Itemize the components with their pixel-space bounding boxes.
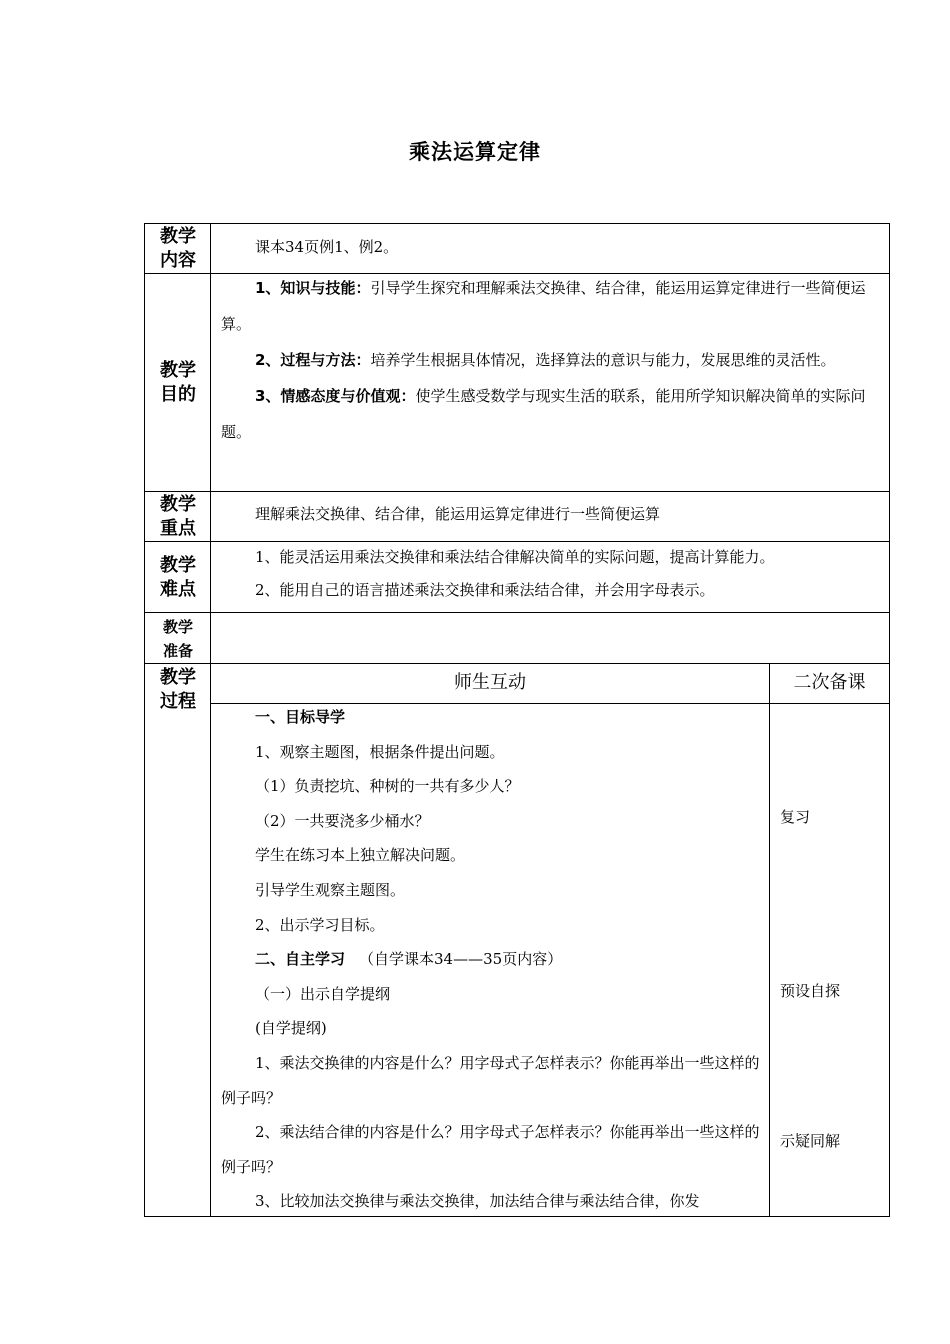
prep-note: 复习 [780,808,811,826]
table-border-left [144,223,145,1217]
goal-item [221,270,869,342]
goal-item [221,378,869,450]
column-header-interaction: 师生互动 [454,672,526,693]
row-label-process: 教学 过程 [160,667,196,712]
goal-body: 引导学生探究和理解乘法交换律、结合律，能运用运算定律进行一些简便运算。 [221,279,866,333]
goals-block [221,270,869,450]
key-text: 理解乘法交换律、结合律，能运用运算定律进行一些简便运算 [255,505,661,523]
process-line: 学生在练习本上独立解决问题。 [255,846,466,865]
process-line: （1）负责挖坑、种树的一共有多少人？ [255,777,520,796]
content-text: 课本34页例1、例2。 [255,238,399,256]
process-content [221,700,761,1219]
row-divider [144,612,890,613]
outline-question: 2、乘法结合律的内容是什么？用字母式子怎样表示？你能再举出一些这样的例子吗？ [221,1123,760,1176]
goal-item [221,342,869,378]
process-line: 引导学生观察主题图。 [255,880,406,899]
document-title: 乘法运算定律 [409,140,541,164]
row-divider [144,541,890,542]
row-divider [144,491,890,492]
row-label-difficult: 教学 难点 [160,555,196,600]
process-line: (自学提纲) [255,1019,327,1038]
goal-body: 使学生感受数学与现实生活的联系，能用所学知识解决简单的实际问题。 [221,387,866,441]
column-header-notes: 二次备课 [793,672,866,693]
row-divider [144,663,890,664]
notes-column-divider [769,663,770,1217]
goal-heading: 1、知识与技能： [255,279,371,297]
label-column-divider [210,223,211,1217]
difficult-line: 2、能用自己的语言描述乘法交换律和乘法结合律，并会用字母表示。 [255,581,715,599]
section-heading: 一、目标导学 [255,708,346,726]
process-line: 2、出示学习目标。 [255,915,385,934]
section-note: （自学课本34——35页内容） [359,950,563,969]
goal-heading: 3、情感态度与价值观： [255,387,416,405]
prep-note: 预设自探 [780,982,841,1000]
goal-heading: 2、过程与方法： [255,351,371,369]
outline-question: 1、乘法交换律的内容是什么？用字母式子怎样表示？你能再举出一些这样的例子吗？ [221,1053,760,1107]
outline-question: 3、比较加法交换律与乘法交换律，加法结合律与乘法结合律，你发 [255,1192,700,1211]
table-border-right [889,223,890,1217]
row-label-content: 教学 内容 [160,226,196,271]
process-line: （2）一共要浇多少桶水？ [255,811,430,830]
section-heading: 二、自主学习 [255,950,346,969]
process-line: （一）出示自学提纲 [255,984,391,1003]
goal-body: 培养学生根据具体情况，选择算法的意识与能力，发展思维的灵活性。 [370,351,836,369]
row-label-key: 教学 重点 [160,494,196,539]
difficult-line: 1、能灵活运用乘法交换律和乘法结合律解决简单的实际问题，提高计算能力。 [255,548,775,566]
row-label-goals: 教学 目的 [160,360,196,405]
table-border-top [144,223,890,224]
prep-note: 示疑同解 [780,1132,841,1150]
row-label-prep: 教学 准备 [162,618,193,660]
process-line: 1、观察主题图，根据条件提出问题。 [255,742,505,761]
